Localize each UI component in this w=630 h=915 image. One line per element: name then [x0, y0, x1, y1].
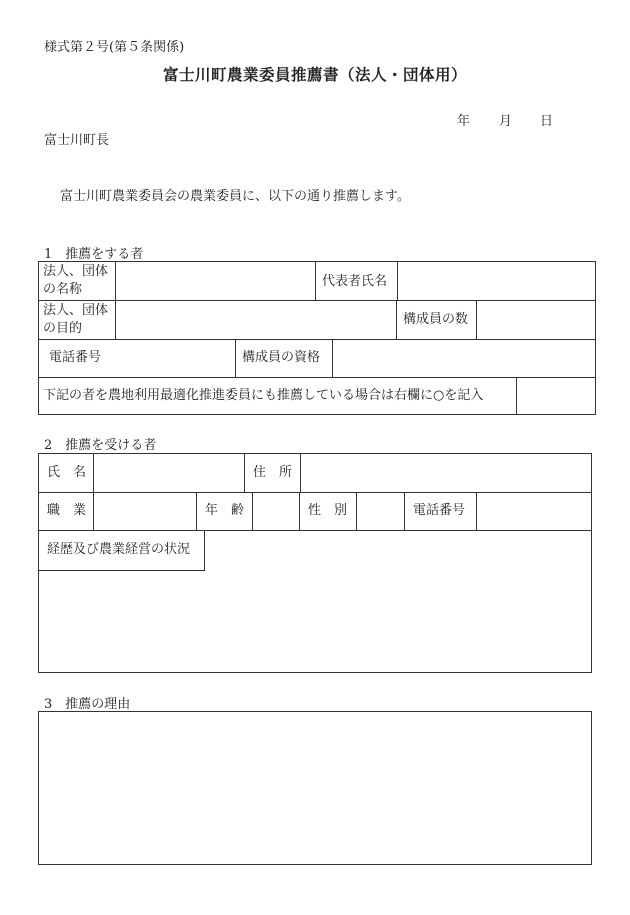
member-qualification-label: 構成員の資格: [242, 350, 321, 365]
nominee-address-label: 住 所: [253, 465, 293, 480]
page-title: 富士川町農業委員推薦書（法人・団体用）: [162, 65, 467, 84]
sex-field[interactable]: [357, 493, 404, 530]
career-field[interactable]: [39, 571, 591, 672]
age-field[interactable]: [253, 493, 299, 530]
member-qualification-field[interactable]: [333, 340, 595, 377]
career-label: 経歴及び農業経営の状況: [47, 542, 191, 557]
addressee: 富士川町長: [44, 133, 110, 148]
section2-heading: 2 推薦を受ける者: [44, 438, 157, 453]
date-year-label: 年: [457, 114, 471, 129]
col-divider: [404, 492, 405, 530]
col-divider: [196, 492, 197, 530]
purpose-field[interactable]: [116, 301, 396, 339]
representative-label: 代表者氏名: [322, 274, 388, 289]
nominator-table: [38, 261, 596, 415]
dual-nomination-mark-field[interactable]: [517, 378, 595, 414]
col-divider: [396, 300, 397, 339]
occupation-field[interactable]: [94, 493, 196, 530]
nominee-phone-field[interactable]: [477, 493, 591, 530]
dual-nomination-note: 下記の者を農地利用最適化推進委員にも推薦している場合は右欄に○を記入: [43, 388, 484, 403]
col-divider: [299, 492, 300, 530]
org-name-label-line2: の名称: [43, 282, 83, 297]
row-divider: [39, 530, 591, 531]
section1-heading: 1 推薦をする者: [44, 247, 144, 262]
section3-heading: 3 推薦の理由: [44, 697, 131, 712]
col-divider: [235, 339, 236, 377]
representative-name-field[interactable]: [398, 262, 595, 300]
sex-label: 性 別: [308, 503, 348, 518]
org-name-field[interactable]: [116, 262, 315, 300]
col-divider: [244, 454, 245, 492]
row-divider: [39, 377, 595, 378]
nominee-address-field[interactable]: [301, 454, 591, 492]
date-day-label: 日: [540, 114, 554, 129]
intro-text: 富士川町農業委員会の農業委員に、以下の通り推薦します。: [60, 189, 410, 204]
phone-field[interactable]: [116, 340, 235, 377]
member-count-field[interactable]: [477, 301, 595, 339]
date-month-label: 月: [499, 114, 513, 129]
nominee-name-label: 氏 名: [47, 465, 87, 480]
member-count-label: 構成員の数: [403, 312, 469, 327]
org-name-label-line1: 法人、団体: [43, 264, 109, 279]
nominee-name-field[interactable]: [94, 454, 244, 492]
age-label: 年 齢: [205, 503, 245, 518]
nominee-table: [38, 453, 592, 673]
purpose-label-line2: の目的: [43, 321, 83, 336]
reason-field[interactable]: [38, 711, 592, 865]
purpose-label-line1: 法人、団体: [43, 303, 109, 318]
col-divider: [315, 262, 316, 300]
form-number: 様式第２号(第５条関係): [44, 40, 185, 55]
nominee-phone-label: 電話番号: [413, 503, 466, 518]
col-divider: [204, 530, 205, 570]
phone-label: 電話番号: [49, 350, 102, 365]
occupation-label: 職 業: [47, 503, 87, 518]
